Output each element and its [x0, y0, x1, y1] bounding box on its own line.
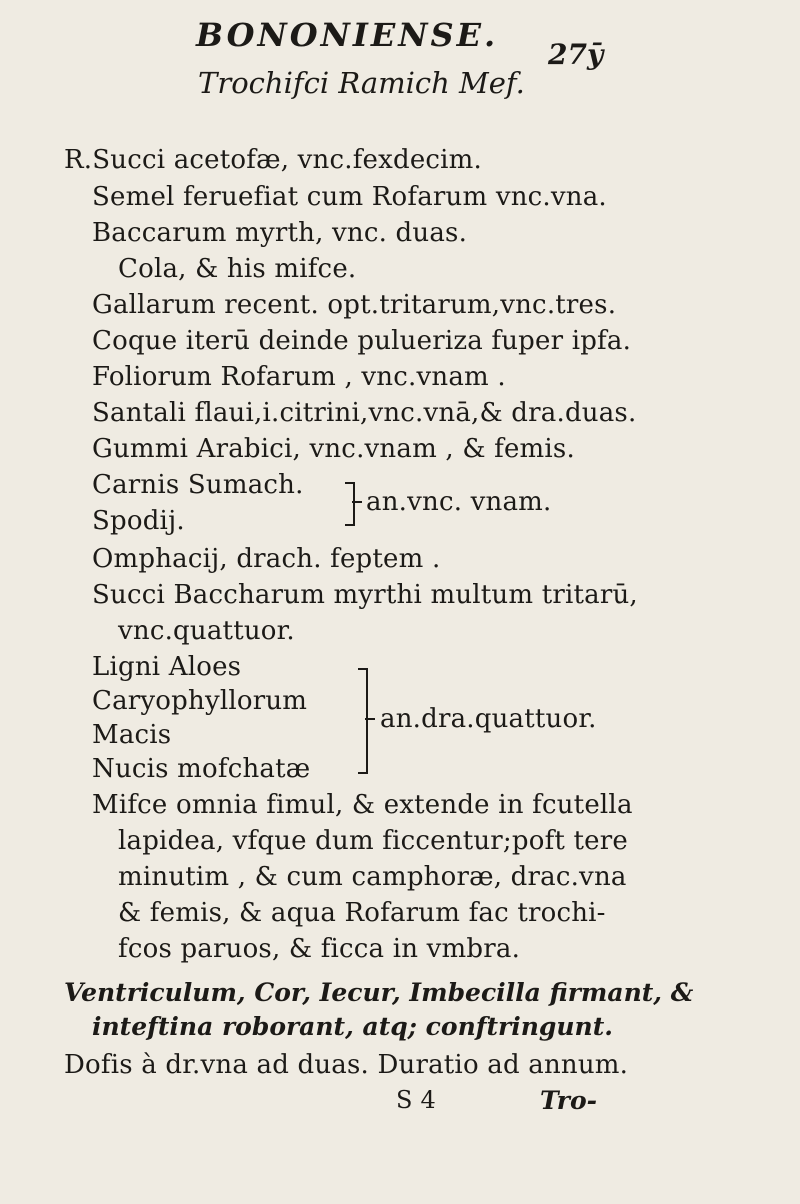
section-title: Trochifci Ramich Mef. [198, 66, 525, 100]
recipe-line: R.Succi acetofæ, vnc.fexdecim. [64, 145, 483, 175]
brace-point [352, 501, 362, 503]
ingredient: Caryophyllorum [92, 686, 308, 716]
grouping-brace [345, 482, 355, 526]
recipe-line: Semel feruefiat cum Rofarum vnc.vna. [92, 182, 607, 212]
instruction-line: Mifce omnia fimul, & extende in fcutella [92, 790, 633, 820]
recipe-line: Omphacij, drach. feptem . [92, 544, 441, 574]
running-title: BONONIENSE. [196, 16, 499, 54]
recipe-line: Coque iterū deinde pulueriza fuper ipfa. [92, 326, 632, 356]
ingredient: Nucis mofchatæ [92, 754, 311, 784]
instruction-line: fcos paruos, & ficca in vmbra. [118, 934, 521, 964]
recipe-line: Santali flaui,i.citrini,vnc.vnā,& dra.duas. [92, 398, 637, 428]
group-dose: an.dra.quattuor. [380, 704, 597, 734]
recipe-line: Foliorum Rofarum , vnc.vnam . [92, 362, 506, 392]
page-number: 27ȳ [548, 38, 604, 71]
dosage-line: Dofis à dr.vna ad duas. Duratio ad annum. [64, 1050, 629, 1080]
group-dose: an.vnc. vnam. [366, 487, 552, 517]
ingredient: Carnis Sumach. [92, 470, 304, 500]
recipe-line: Gummi Arabici, vnc.vnam , & femis. [92, 434, 575, 464]
grouping-brace [358, 668, 368, 774]
instruction-line: & femis, & aqua Rofarum fac trochi- [118, 898, 606, 928]
recipe-line: Baccarum myrth, vnc. duas. [92, 218, 468, 248]
instruction-line: minutim , & cum camphoræ, drac.vna [118, 862, 627, 892]
recipe-line: Gallarum recent. opt.tritarum,vnc.tres. [92, 290, 617, 320]
ingredient: Macis [92, 720, 172, 750]
catchword: Tro- [540, 1086, 598, 1115]
recipe-line: Succi Baccharum myrthi multum tritarū, [92, 580, 638, 610]
ingredient: Ligni Aloes [92, 652, 242, 682]
brace-point [365, 718, 375, 720]
recipe-line: Cola, & his mifce. [118, 254, 357, 284]
signature-mark: S 4 [396, 1086, 436, 1114]
instruction-line: lapidea, vfque dum ficcentur;poft tere [118, 826, 628, 856]
virtues-line: Ventriculum, Cor, Iecur, Imbecilla firmant, & [64, 978, 694, 1007]
virtues-line: inteftina roborant, atq; conftringunt. [92, 1012, 613, 1041]
ingredient: Spodij. [92, 506, 185, 536]
recipe-line: vnc.quattuor. [118, 616, 295, 646]
